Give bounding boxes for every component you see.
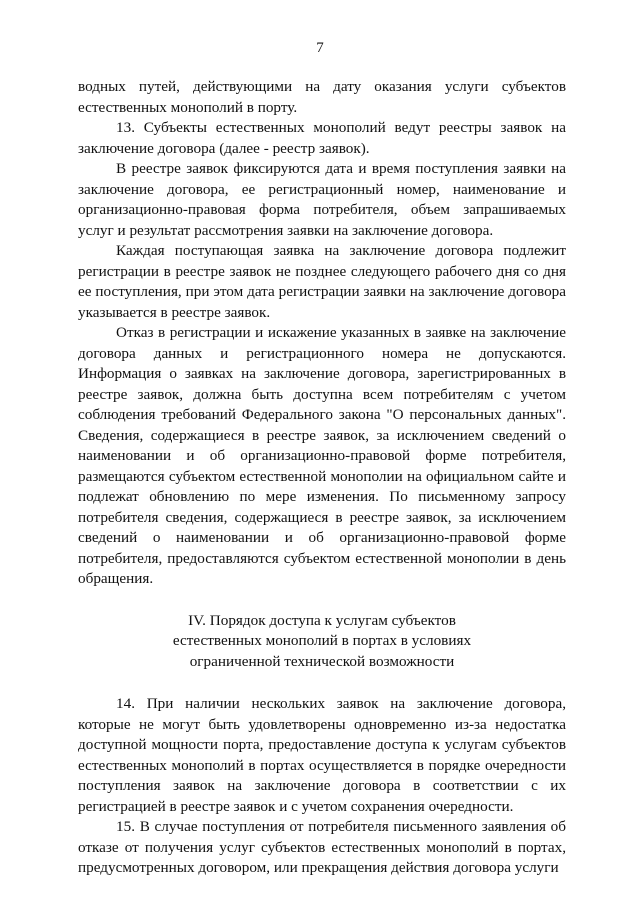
paragraph-refusal: Отказ в регистрации и искажение указанных в заявке на заключение договора данных и регистрационного номера не допускаются. Информация о заявках на заключение договора, зарегистрированных в реестре заявок, должна быть доступна всем потребителям с учетом соблюдения требований Федерального закона "О персональных данных". Сведения, содержащиеся в реестре заявок, за исключением сведений о наименовании и об организационно-правовой форме потребителя, размещаются субъектом естественной монополии на официальном сайте и подлежат обновлению по мере изменения. По письменному запросу потребителя сведения, содержащиеся в реестре заявок, за исключением сведений о наименовании и об организационно-правовой форме потребителя, предоставляются субъектом естественной монополии в день обращения. [78,324,566,587]
paragraph-registry-fields: В реестре заявок фиксируются дата и время поступления заявки на заключение договора, ее регистрационный номер, наименование и организационно-правовая форма потребителя, объем запрашиваемых услуг и результат рассмотрения заявки на заключение договора. [78,160,566,239]
paragraph-14: 14. При наличии нескольких заявок на заключение договора, которые не могут быть удовлетворены одновременно из-за недостатка доступной мощности порта, предоставление доступа к услугам субъектов естественных монополий в портах осуществляется в порядке очередности поступления заявок на заключение договора в соответствии с их регистрацией в реестре заявок и с учетом сохранения очередности. [78,695,566,815]
page-number: 7 [316,40,324,56]
section-heading [78,611,566,673]
paragraph-13: 13. Субъекты естественных монополий ведут реестры заявок на заключение договора (далее - реестр заявок). [78,119,566,157]
paragraph-registration: Каждая поступающая заявка на заключение договора подлежит регистрации в реестре заявок не позднее следующего рабочего дня со дня ее поступления, при этом дата регистрации заявки на заключение договора указывается в реестре заявок. [78,242,566,321]
section-heading-line-1: IV. Порядок доступа к услугам субъектов [188,611,456,629]
paragraph-15: 15. В случае поступления от потребителя письменного заявления об отказе от получения услуг субъектов естественных монополий в портах, предусмотренных договором, или прекращения действия договора услуги [78,818,566,876]
section-heading-line-3: ограниченной технической возможности [189,652,455,670]
paragraph-continuation: водных путей, действующими на дату оказания услуги субъектов естественных монополий в порту. [78,78,566,116]
document-body [78,77,566,879]
section-heading-line-2: естественных монополий в портах в условиях [172,632,472,649]
